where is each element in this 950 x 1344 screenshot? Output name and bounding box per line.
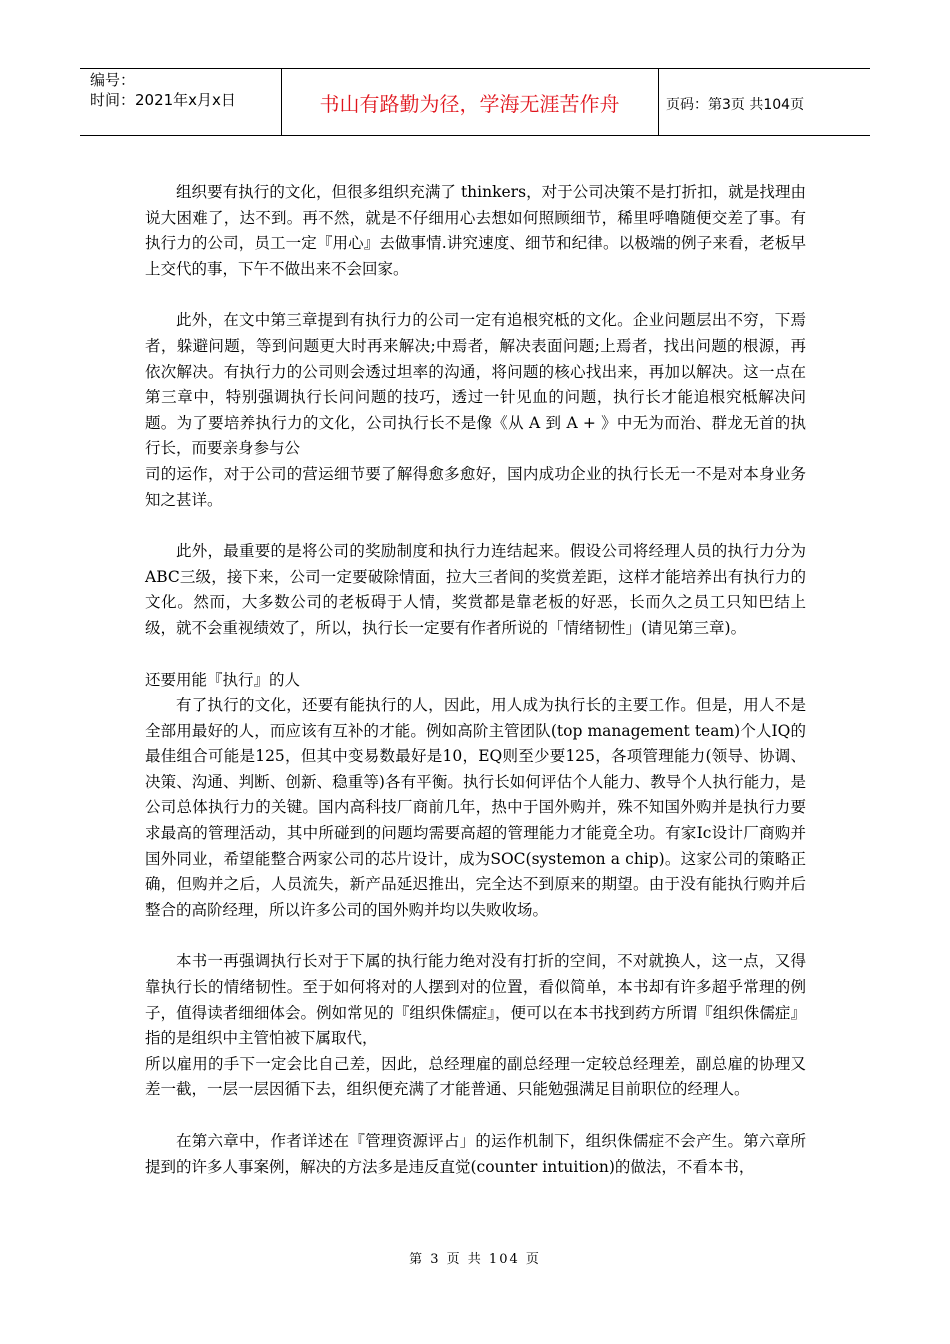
header-meta <box>90 70 236 110</box>
paragraph: 本书一再强调执行长对于下属的执行能力绝对没有打折的空间，不对就换人，这一点，又得靠执行长的情绪韧性。至于如何将对的人摆到对的位置，看似简单，本书却有许多超乎常理的例子，值得读者细细体会。例如常见的『组织侏儒症』，便可以在本书找到药方所谓『组织侏儒症』指的是组织中主管怕被下属取代， <box>145 952 806 1048</box>
paragraph: 此外，在文中第三章提到有执行力的公司一定有追根究柢的文化。企业问题层出不穷，下焉者，躲避问题，等到问题更大时再来解决;中焉者，解决表面问题;上焉者，找出问题的根源，再依次解决。有执行力的公司则会透过坦率的沟通，将问题的核心找出来，再加以解决。这一点在第三章中，特别强调执行长问问题的技巧，透过一针见血的问题，执行长才能追根究柢解决问题。为了要培养执行力的文化，公司执行长不是像《从 A 到 A + 》中无为而治、群龙无首的执行长，而要亲身参与公 <box>145 311 806 458</box>
page-header <box>80 68 870 136</box>
paragraph: 所以雇用的手下一定会比自己差，因此，总经理雇的副总经理一定较总经理差，副总雇的协理又差一截，一层一层因循下去，组织便充满了才能普通、只能勉强满足目前职位的经理人。 <box>145 1054 806 1099</box>
paragraph: 有了执行的文化，还要有能执行的人，因此，用人成为执行长的主要工作。但是，用人不是全部用最好的人，而应该有互补的才能。例如高阶主管团队(top management team)个人IQ的最佳组合可能是125，但其中变易数最好是10，EQ则至少要125，各项管理能力(领导、协调、决策、沟通、判断、创新、稳重等)各有平衡。执行长如何评估个人能力、教导个人执行能力，是公司总体执行力的关键。国内高科技厂商前几年，热中于国外购并，殊不知国外购并是执行力要求最高的管理活动，其中所碰到的问题均需要高超的管理能力才能竟全功。有家Ic设计厂商购并国外同业，希望能整合两家公司的芯片设计，成为SOC(systemon a chip)。这家公司的策略正确，但购并之后，人员流失，新产品延迟推出，完全达不到原来的期望。由于没有能执行购并后整合的高阶经理，所以许多公司的国外购并均以失败收场。 <box>145 696 806 919</box>
header-top-rule <box>80 68 870 69</box>
header-bottom-rule <box>80 135 870 136</box>
header-slogan: 书山有路勤为径，学海无涯苦作舟 <box>319 92 620 116</box>
header-page-info: 页码：第3页 共104页 <box>666 97 805 113</box>
paragraph: 司的运作，对于公司的营运细节要了解得愈多愈好，国内成功企业的执行长无一不是对本身业务知之甚详。 <box>145 464 806 509</box>
document-body <box>145 180 806 1180</box>
paragraph: 组织要有执行的文化，但很多组织充满了 thinkers，对于公司决策不是打折扣，就是找理由说大困难了，达不到。再不然，就是不仔细用心去想如何照顾细节，稀里呼噜随便交差了事。有执行力的公司，员工一定『用心』去做事情.讲究速度、细节和纪律。以极端的例子来看，老板早上交代的事，下午不做出来不会回家。 <box>145 183 806 278</box>
page-footer: 第 3 页 共 104 页 <box>409 1252 541 1267</box>
number-label: 编号： <box>90 71 136 89</box>
time-label: 时间：2021年x月x日 <box>90 91 236 109</box>
paragraph: 此外，最重要的是将公司的奖励制度和执行力连结起来。假设公司将经理人员的执行力分为ABC三级，接下来，公司一定要破除情面，拉大三者间的奖赏差距，这样才能培养出有执行力的文化。然而，大多数公司的老板碍于人情，奖赏都是靠老板的好恶，长而久之员工只知巴结上级，就不会重视绩效了，所以，执行长一定要有作者所说的「情绪韧性」(请见第三章)。 <box>145 542 806 637</box>
section-heading: 还要用能『执行』的人 <box>145 670 301 689</box>
header-divider <box>658 68 659 136</box>
paragraph: 在第六章中，作者详述在『管理资源评占」的运作机制下，组织侏儒症不会产生。第六章所提到的许多人事案例，解决的方法多是违反直觉(counter intuition)的做法，不看本书， <box>145 1132 806 1176</box>
